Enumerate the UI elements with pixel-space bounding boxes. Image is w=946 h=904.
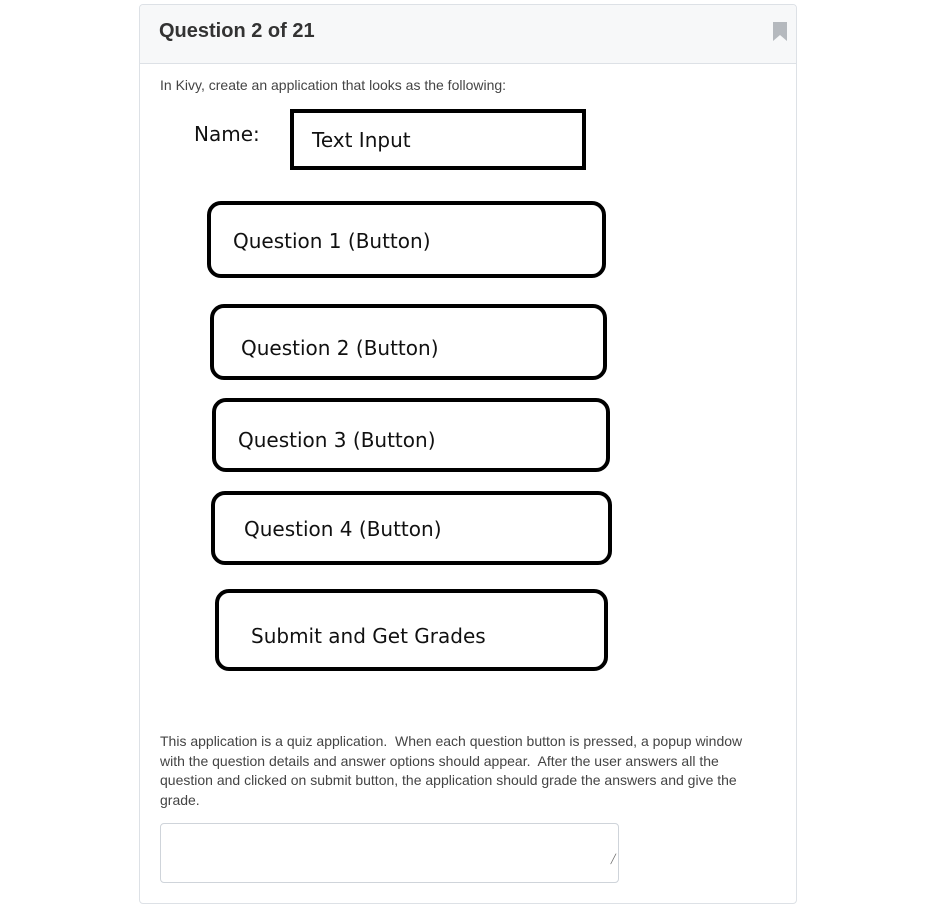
question-card xyxy=(139,4,797,904)
mockup-button-label: Question 1 (Button) xyxy=(233,229,431,253)
question-description: This application is a quiz application. When each question button is pressed, a popup window with the question details and answer options should appear. After the user answers all the question and clicked on submit button, the application should grade the answers and give the grade. xyxy=(160,733,747,808)
mockup-question-1-button xyxy=(207,201,606,278)
mockup-text-input-label: Text Input xyxy=(312,128,411,152)
mockup-image xyxy=(140,5,796,705)
mockup-question-2-button xyxy=(210,304,607,380)
answer-textarea[interactable] xyxy=(160,823,619,883)
mockup-button-label: Submit and Get Grades xyxy=(251,624,486,648)
question-prompt: In Kivy, create an application that looks as the following: xyxy=(160,77,507,93)
mockup-button-label: Question 2 (Button) xyxy=(241,336,439,360)
mockup-button-label: Question 3 (Button) xyxy=(238,428,436,452)
mockup-name-label: Name: xyxy=(194,122,260,146)
mockup-question-3-button xyxy=(212,398,610,472)
mockup-text-input xyxy=(290,109,586,170)
mockup-button-label: Question 4 (Button) xyxy=(244,517,442,541)
question-title: Question 2 of 21 xyxy=(159,20,315,42)
mockup-question-4-button xyxy=(211,491,612,565)
resize-handle-icon[interactable]: ╱ xyxy=(610,854,616,864)
mockup-submit-button xyxy=(215,589,608,671)
